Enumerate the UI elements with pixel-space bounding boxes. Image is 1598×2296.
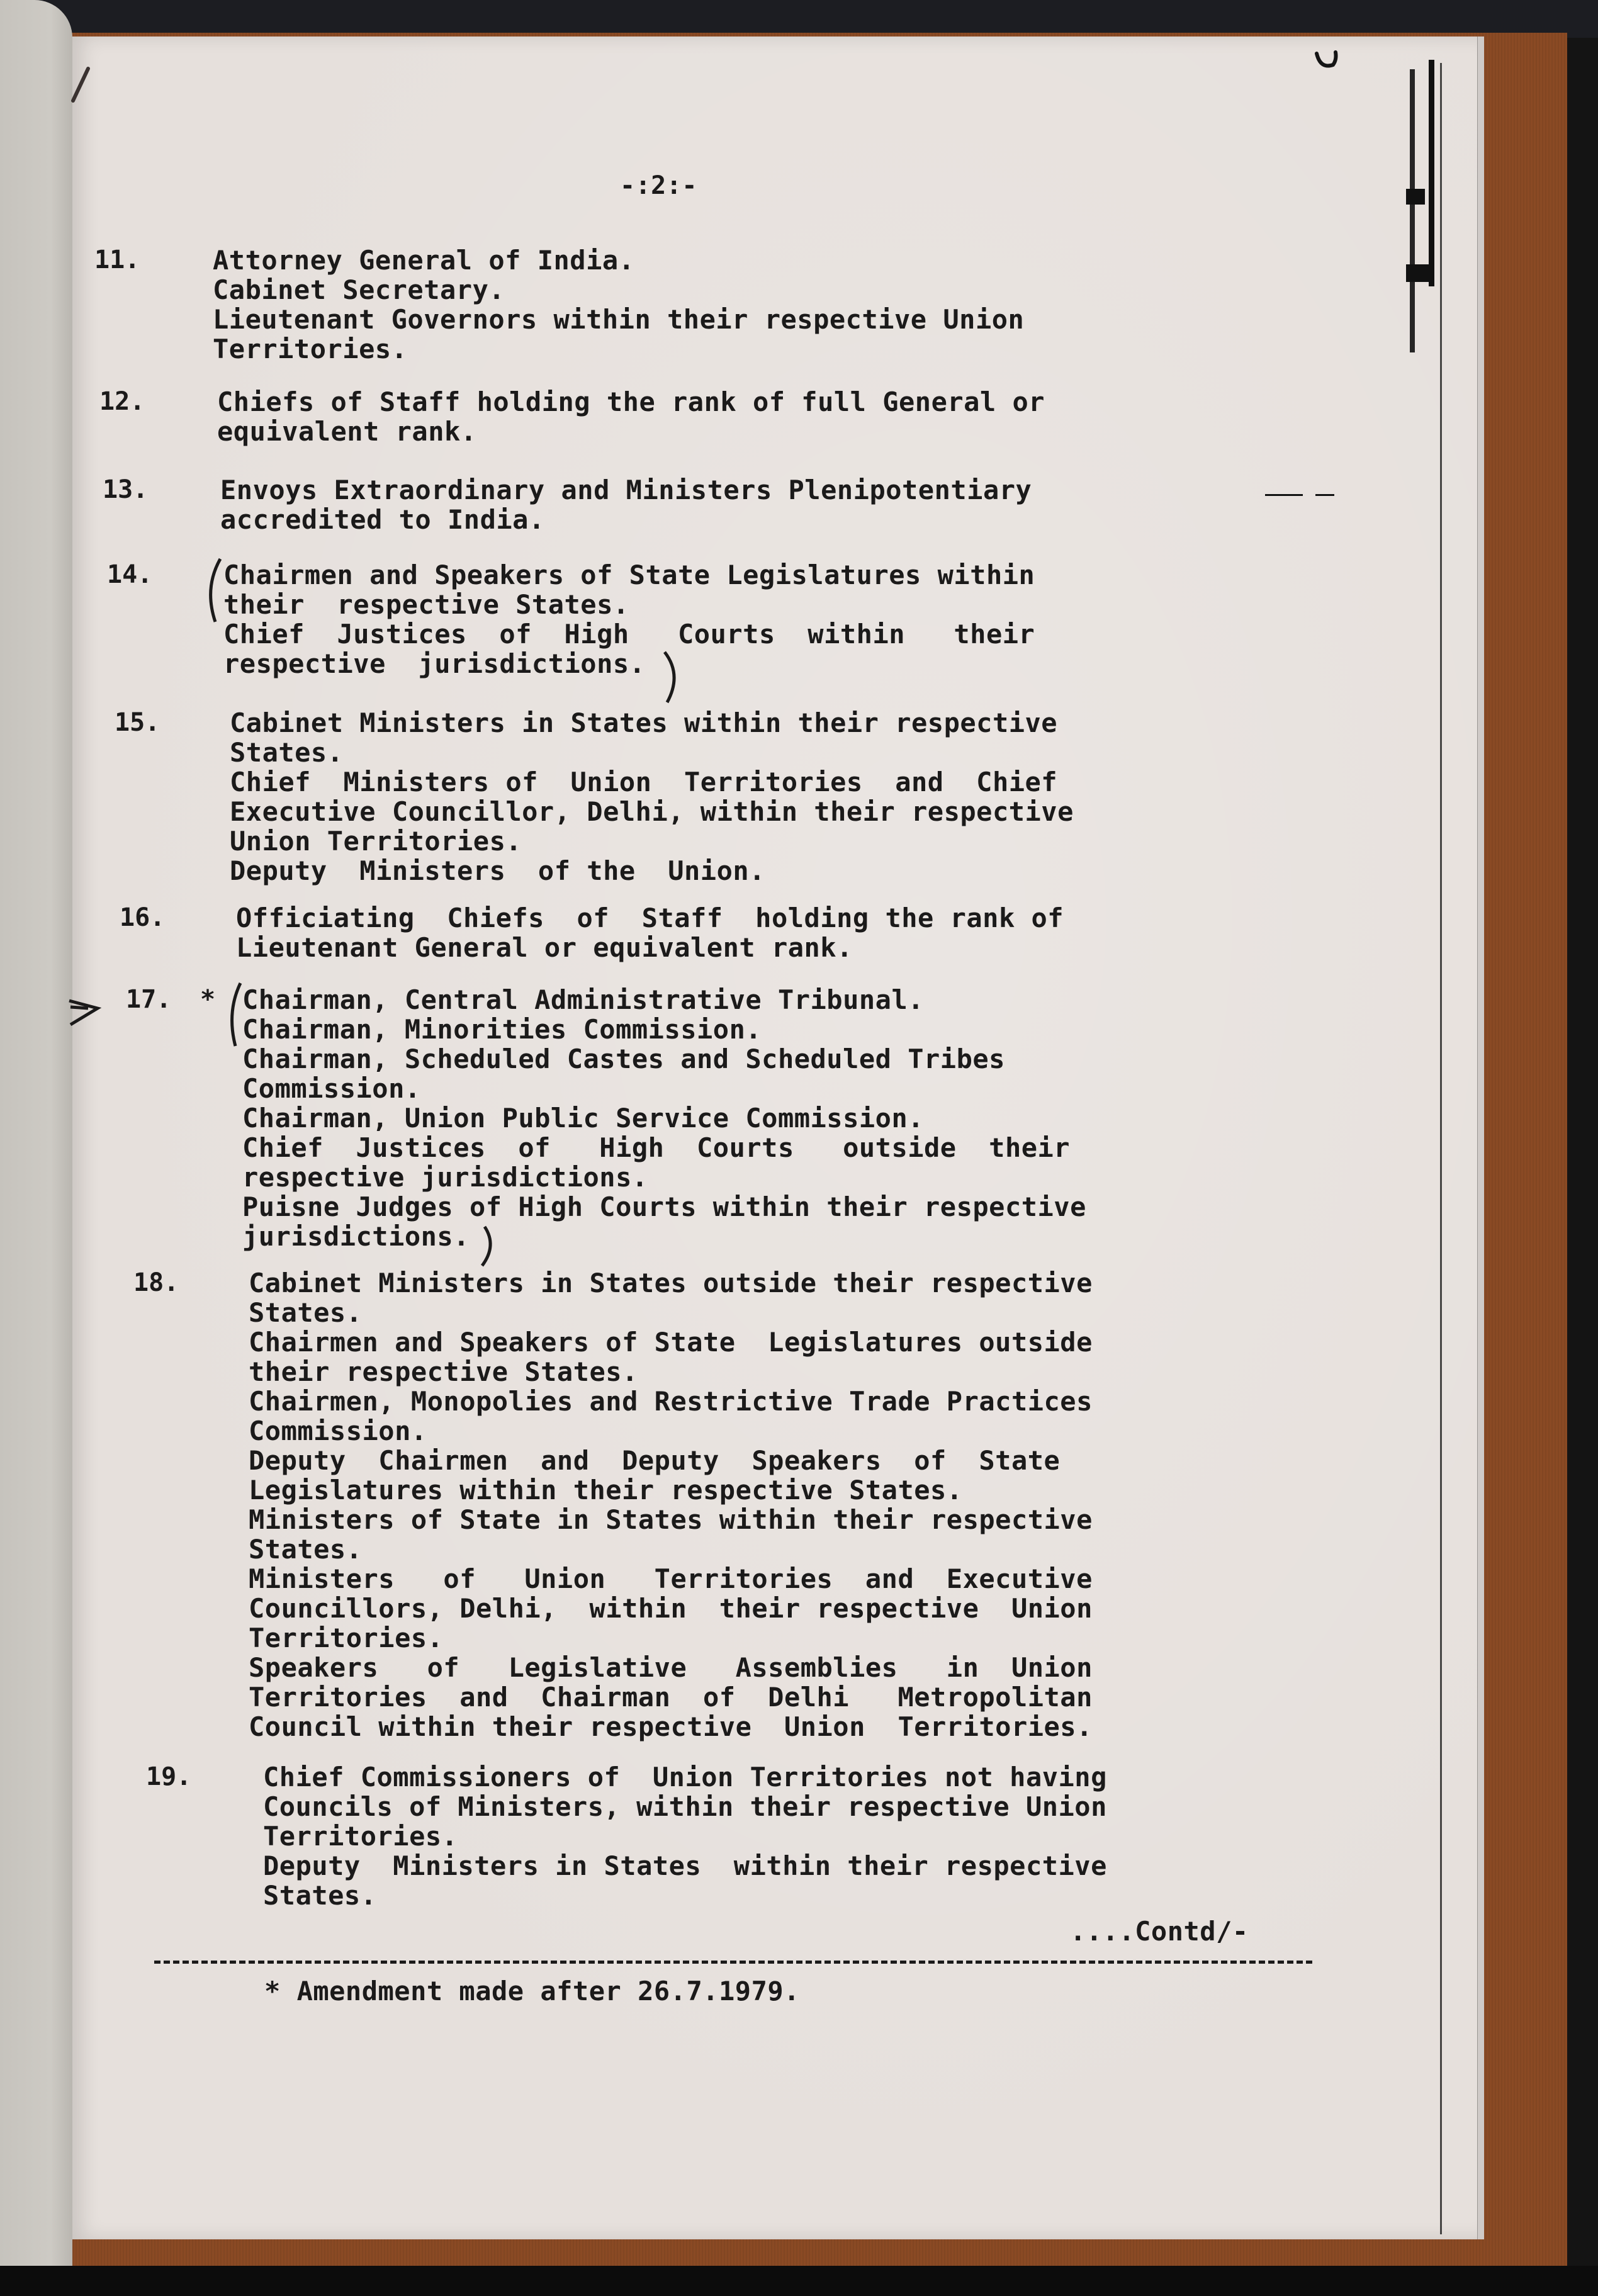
item-line: Cabinet Secretary.	[213, 274, 505, 305]
item-line: Territories.	[249, 1623, 444, 1653]
item-line: Chief Commissioners of Union Territories not having	[263, 1762, 1107, 1792]
item-line: Chairmen and Speakers of State Legislatures outside	[249, 1327, 1093, 1358]
left-page-fold	[0, 0, 72, 2266]
item-line: States.	[249, 1534, 363, 1565]
item-number: 13.	[103, 475, 149, 504]
item-line: respective jurisdictions.	[223, 648, 646, 679]
page-edge	[1477, 37, 1484, 2239]
item-line: States.	[230, 737, 344, 768]
bracket-close-mark	[661, 650, 684, 706]
bracket-open-mark	[201, 556, 224, 626]
list-item-16	[236, 903, 1064, 962]
item-line: Commission.	[249, 1415, 427, 1446]
item-number: 19.	[146, 1762, 192, 1791]
item-line: Lieutenant Governors within their respective Union	[213, 304, 1025, 335]
item-line: States.	[263, 1880, 377, 1911]
item-line: Chief Justices of High Courts within their	[223, 619, 1035, 650]
item-line: Chiefs of Staff holding the rank of full General or	[217, 386, 1045, 417]
item-line: accredited to India.	[220, 504, 545, 535]
item-line: Attorney General of India.	[213, 245, 635, 276]
bottom-shadow	[0, 2266, 1598, 2296]
margin-rule-mark	[1440, 63, 1442, 2234]
pen-tick-mark	[70, 66, 96, 104]
item-number: 18.	[133, 1268, 179, 1297]
footnote: * Amendment made after 26.7.1979.	[264, 1976, 800, 2006]
margin-bleed-mark	[1429, 60, 1434, 286]
item-number: 14.	[107, 560, 153, 589]
dotted-leader	[1265, 494, 1303, 496]
pen-hook-mark	[1314, 47, 1346, 72]
backdrop	[0, 0, 1598, 38]
item-line: Cabinet Ministers in States outside their respective	[249, 1268, 1093, 1298]
list-item-18	[249, 1268, 1093, 1742]
page-number-header: -:2:-	[620, 171, 697, 200]
margin-bleed-mark	[1406, 189, 1425, 205]
list-item-19	[263, 1762, 1107, 1910]
item-number: 16.	[120, 903, 166, 932]
item-line: Territories.	[263, 1821, 458, 1852]
list-item-13	[220, 475, 1032, 534]
item-line: Lieutenant General or equivalent rank.	[236, 932, 853, 963]
item-line: Chairman, Union Public Service Commission.	[242, 1103, 925, 1134]
item-line: Chairman, Scheduled Castes and Scheduled Tribes	[242, 1044, 1005, 1074]
list-item-14	[223, 560, 1035, 678]
bracket-close-mark	[478, 1224, 501, 1268]
item-line: Deputy Ministers of the Union.	[230, 855, 765, 886]
amendment-asterisk: *	[200, 985, 216, 1014]
item-line: Commission.	[242, 1073, 421, 1104]
item-number: 15.	[115, 708, 160, 737]
item-line: respective jurisdictions.	[242, 1162, 648, 1193]
item-line: Speakers of Legislative Assemblies in Union	[249, 1652, 1093, 1683]
item-line: equivalent rank.	[217, 416, 477, 447]
item-number: 11.	[94, 245, 140, 274]
margin-bleed-mark	[1406, 264, 1430, 282]
item-line: Deputy Ministers in States within their respective	[263, 1850, 1107, 1881]
item-line: Chairmen and Speakers of State Legislatures within	[223, 560, 1035, 590]
item-line: Ministers of Union Territories and Executive	[249, 1563, 1093, 1594]
item-line: Chairman, Central Administrative Tribunal.	[242, 984, 925, 1015]
item-line: Union Territories.	[230, 826, 522, 857]
item-line: Councils of Ministers, within their respective Union	[263, 1791, 1107, 1822]
list-item-12	[217, 387, 1045, 446]
margin-bleed-mark	[1410, 69, 1415, 352]
item-line: Councillors, Delhi, within their respective Union	[249, 1593, 1093, 1624]
list-item-11	[213, 245, 1024, 364]
item-line: Cabinet Ministers in States within their respective	[230, 707, 1058, 738]
footnote-divider	[154, 1961, 1312, 1964]
item-line: their respective States.	[249, 1356, 638, 1387]
dotted-leader	[1315, 494, 1334, 496]
item-number: 17.	[126, 985, 172, 1014]
item-line: Deputy Chairmen and Deputy Speakers of State	[249, 1445, 1061, 1476]
item-line: Chief Justices of High Courts outside their	[242, 1132, 1071, 1163]
item-line: Territories.	[213, 334, 408, 364]
item-line: their respective States.	[223, 589, 629, 620]
arrow-mark	[63, 988, 107, 1032]
item-line: Territories and Chairman of Delhi Metropolitan	[249, 1682, 1093, 1713]
item-line: Puisne Judges of High Courts within their respective	[242, 1191, 1086, 1222]
item-number: 12.	[99, 387, 145, 416]
continuation-note: ....Contd/-	[1070, 1916, 1249, 1947]
item-line: Envoys Extraordinary and Ministers Plenipotentiary	[220, 475, 1032, 505]
item-line: Council within their respective Union Territories.	[249, 1711, 1093, 1742]
bracket-open-mark	[224, 981, 243, 1050]
item-line: Officiating Chiefs of Staff holding the rank of	[236, 903, 1064, 933]
item-line: Legislatures within their respective States.	[249, 1475, 963, 1505]
item-line: Chief Ministers of Union Territories and Chief	[230, 767, 1058, 797]
item-line: Chairmen, Monopolies and Restrictive Trade Practices	[249, 1386, 1093, 1417]
item-line: Executive Councillor, Delhi, within their respective	[230, 796, 1074, 827]
item-line: Ministers of State in States within their respective	[249, 1504, 1093, 1535]
item-line: Chairman, Minorities Commission.	[242, 1014, 762, 1045]
list-item-17	[242, 985, 1086, 1251]
item-line: jurisdictions.	[242, 1221, 470, 1252]
item-line: States.	[249, 1297, 363, 1328]
list-item-15	[230, 708, 1074, 886]
